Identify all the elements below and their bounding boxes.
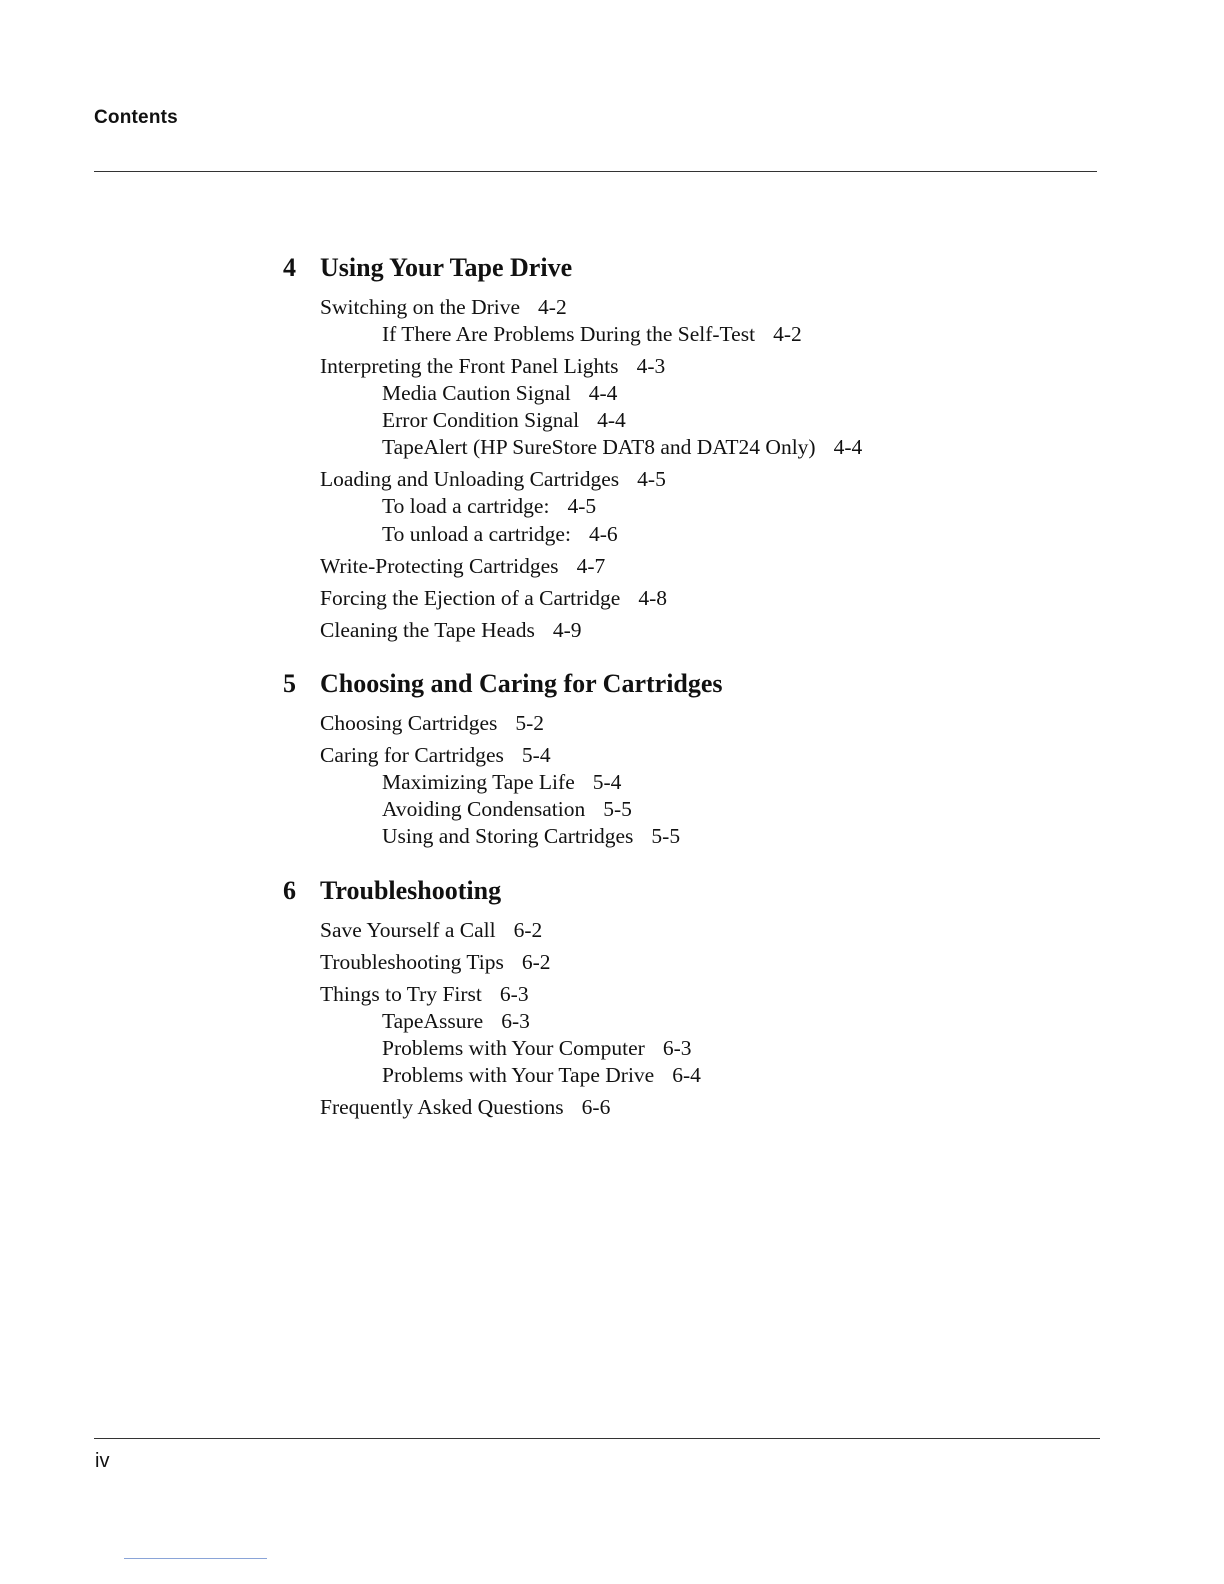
- toc-entry-title: Media Caution Signal: [382, 381, 571, 405]
- toc-subentry: [382, 770, 621, 795]
- toc-entry-page: 4-8: [638, 586, 667, 610]
- toc-subentry: [382, 797, 632, 822]
- toc-entry-page: 4-5: [637, 467, 666, 491]
- toc-subentry: [382, 1036, 691, 1061]
- toc-subentry: [382, 322, 802, 347]
- scan-mark: [124, 1558, 267, 1559]
- toc-entry-page: 4-6: [588, 522, 618, 546]
- toc-entry: [320, 743, 551, 768]
- page-number: iv: [95, 1450, 110, 1472]
- toc-entry-title: Cleaning the Tape Heads: [320, 618, 535, 642]
- footer-rule: [94, 1438, 1100, 1439]
- toc-subentry: [382, 1009, 530, 1034]
- toc-entry-page: 4-4: [833, 435, 863, 459]
- toc-entry-title: Forcing the Ejection of a Cartridge: [320, 586, 621, 610]
- toc-entry-title: To load a cartridge:: [382, 494, 550, 518]
- toc-entry-title: Error Condition Signal: [382, 408, 580, 432]
- toc-entry-page: 4-2: [773, 322, 802, 346]
- toc-entry-page: 4-9: [552, 618, 582, 642]
- toc-entry-page: 5-2: [515, 711, 545, 735]
- toc-subentry: [382, 1063, 701, 1088]
- toc-subentry: [382, 494, 596, 519]
- toc-entry-page: 4-4: [588, 381, 618, 405]
- toc-entry-page: 5-5: [651, 824, 681, 848]
- toc-entry: [320, 586, 667, 611]
- toc-entry: [320, 618, 582, 643]
- toc-entry-title: TapeAssure: [382, 1009, 484, 1033]
- toc-entry-title: To unload a cartridge:: [382, 522, 571, 546]
- toc-subentry: [382, 824, 680, 849]
- chapter-number: 4: [283, 253, 296, 282]
- toc-entry-page: 6-3: [499, 982, 529, 1006]
- toc-entry-title: Using and Storing Cartridges: [382, 824, 634, 848]
- toc-entry: [320, 354, 665, 379]
- toc-entry: [320, 918, 542, 943]
- chapter-heading: [283, 669, 723, 699]
- toc-entry-page: 4-5: [567, 494, 597, 518]
- chapter-heading: [283, 253, 572, 283]
- toc-entry-title: If There Are Problems During the Self-Test: [382, 322, 756, 346]
- toc-entry: [320, 554, 605, 579]
- toc-entry-page: 6-6: [581, 1095, 611, 1119]
- toc-entry-title: Choosing Cartridges: [320, 711, 498, 735]
- toc-entry: [320, 1095, 610, 1120]
- chapter-title: Using Your Tape Drive: [320, 253, 573, 282]
- toc-entry-title: TapeAlert (HP SureStore DAT8 and DAT24 Only): [382, 435, 816, 459]
- toc-entry-title: Loading and Unloading Cartridges: [320, 467, 620, 491]
- toc-entry-title: Save Yourself a Call: [320, 918, 496, 942]
- toc-entry-page: 6-4: [672, 1063, 701, 1087]
- toc-entry-title: Switching on the Drive: [320, 295, 521, 319]
- toc-entry-title: Caring for Cartridges: [320, 743, 504, 767]
- toc-entry: [320, 982, 529, 1007]
- toc-entry-page: 4-3: [636, 354, 666, 378]
- toc-entry-page: 6-2: [513, 918, 543, 942]
- toc-entry-title: Problems with Your Computer: [382, 1036, 645, 1060]
- toc-entry-page: 5-5: [603, 797, 632, 821]
- toc-entry-page: 6-3: [501, 1009, 530, 1033]
- header-rule: [94, 171, 1097, 172]
- toc-entry: [320, 711, 544, 736]
- running-head: Contents: [94, 107, 178, 128]
- chapter-number: 6: [283, 876, 296, 905]
- toc-entry-page: 4-2: [538, 295, 567, 319]
- toc-entry-page: 4-4: [597, 408, 626, 432]
- toc-entry: [320, 295, 567, 320]
- chapter-number: 5: [283, 669, 296, 698]
- toc-subentry: [382, 381, 617, 406]
- toc-entry-title: Interpreting the Front Panel Lights: [320, 354, 619, 378]
- toc-entry-title: Troubleshooting Tips: [320, 950, 504, 974]
- toc-entry-page: 5-4: [592, 770, 622, 794]
- toc-entry-title: Write-Protecting Cartridges: [320, 554, 559, 578]
- toc-entry-page: 6-3: [662, 1036, 692, 1060]
- toc-entry-page: 5-4: [521, 743, 551, 767]
- toc-entry-title: Avoiding Condensation: [382, 797, 586, 821]
- toc-entry: [320, 950, 551, 975]
- toc-subentry: [382, 522, 618, 547]
- toc-entry-page: 6-2: [521, 950, 551, 974]
- toc-entry-title: Problems with Your Tape Drive: [382, 1063, 655, 1087]
- chapter-title: Choosing and Caring for Cartridges: [320, 669, 723, 698]
- toc-subentry: [382, 435, 862, 460]
- toc-subentry: [382, 408, 626, 433]
- toc-entry-title: Things to Try First: [320, 982, 482, 1006]
- toc-entry-title: Maximizing Tape Life: [382, 770, 575, 794]
- toc-entry-page: 4-7: [576, 554, 606, 578]
- chapter-title: Troubleshooting: [320, 876, 502, 905]
- toc-entry: [320, 467, 666, 492]
- toc-entry-title: Frequently Asked Questions: [320, 1095, 564, 1119]
- chapter-heading: [283, 876, 501, 906]
